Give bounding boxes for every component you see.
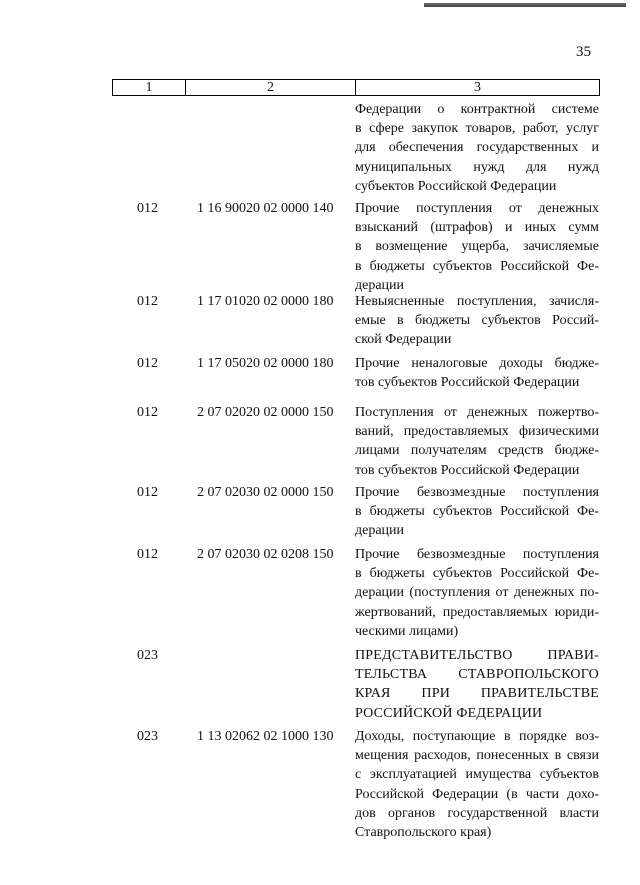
text-line: лицами получателям средств бюдже- <box>355 443 599 459</box>
text-line: дов органов государственной власти <box>355 805 599 821</box>
row-code-budget: 1 17 05020 02 0000 180 <box>197 356 334 371</box>
text-line: ческими лицами) <box>355 623 459 639</box>
text-line: Российской Федерации (в части дохо- <box>355 786 599 802</box>
text-line: КРАЯ ПРИ ПРАВИТЕЛЬСТВЕ <box>355 686 599 702</box>
text-line: ПРЕДСТАВИТЕЛЬСТВО ПРАВИ- <box>355 648 599 663</box>
text-line: Прочие безвозмездные поступления <box>355 485 599 500</box>
row-code-admin: 012 <box>137 485 158 500</box>
text-line: взысканий (штрафов) и иных сумм <box>355 220 599 236</box>
row-description <box>355 292 599 350</box>
row-description <box>355 727 599 842</box>
row-code-budget: 1 16 90020 02 0000 140 <box>197 201 334 216</box>
text-line: в бюджеты субъектов Российской Фе- <box>355 566 599 582</box>
text-line: дерации <box>355 523 405 539</box>
row-description <box>355 199 599 295</box>
text-line: Поступления от денежных пожертво- <box>355 405 599 420</box>
row-code-budget: 2 07 02020 02 0000 150 <box>197 405 334 420</box>
text-line: в бюджеты субъектов Российской Фе- <box>355 504 599 520</box>
text-line: в сфере закупок товаров, работ, услуг <box>355 121 599 137</box>
text-line: муниципальных нужд для нужд <box>355 159 599 175</box>
text-line: ваний, предоставляемых физическими <box>355 424 599 440</box>
row-code-admin: 023 <box>137 729 158 744</box>
row-code-budget: 1 13 02062 02 1000 130 <box>197 729 334 744</box>
text-line: в бюджеты субъектов Российской Фе- <box>355 258 599 274</box>
row-description <box>355 354 599 392</box>
row-code-admin: 012 <box>137 547 158 562</box>
page-number: 35 <box>576 44 591 60</box>
text-line: Прочие поступления от денежных <box>355 201 599 216</box>
text-line: Ставропольского края) <box>355 825 492 841</box>
scan-edge-mark <box>424 3 626 7</box>
row-description <box>355 545 599 641</box>
text-line: для обеспечения государственных и <box>355 140 599 156</box>
text-line: тов субъектов Российской Федерации <box>355 462 580 478</box>
row-code-admin: 012 <box>137 201 158 216</box>
table-header <box>112 79 600 96</box>
text-line: с эксплуатацией имущества субъектов <box>355 767 599 783</box>
text-line: емые в бюджеты субъектов Россий- <box>355 313 599 329</box>
row-description <box>355 403 599 480</box>
text-line: РОССИЙСКОЙ ФЕДЕРАЦИИ <box>355 705 543 721</box>
text-line: Доходы, поступающие в порядке воз- <box>355 729 599 744</box>
row-code-admin: 023 <box>137 648 158 663</box>
text-line: дерации (поступления от денежных по- <box>355 585 599 601</box>
row-code-admin: 012 <box>137 294 158 309</box>
text-line: Прочие неналоговые доходы бюдже- <box>355 356 599 371</box>
header-col-1: 1 <box>113 80 186 95</box>
row-code-budget: 2 07 02030 02 0208 150 <box>197 547 334 562</box>
header-col-3: 3 <box>474 80 481 95</box>
text-line: дерации <box>355 277 405 293</box>
row-code-admin: 012 <box>137 356 158 371</box>
text-line: субъектов Российской Федерации <box>355 178 557 194</box>
row-code-budget: 2 07 02030 02 0000 150 <box>197 485 334 500</box>
text-line: жертвований, предоставляемых юриди- <box>355 604 599 620</box>
text-line: Федерации о контрактной системе <box>355 102 599 117</box>
text-line: ТЕЛЬСТВА СТАВРОПОЛЬСКОГО <box>355 667 599 683</box>
continuation-text <box>355 100 599 196</box>
text-line: в возмещение ущерба, зачисляемые <box>355 239 599 255</box>
row-description <box>355 483 599 541</box>
row-code-budget: 1 17 01020 02 0000 180 <box>197 294 334 309</box>
text-line: ской Федерации <box>355 332 452 348</box>
section-heading <box>355 646 599 723</box>
text-line: Прочие безвозмездные поступления <box>355 547 599 562</box>
text-line: тов субъектов Российской Федерации <box>355 375 580 391</box>
text-line: Невыясненные поступления, зачисля- <box>355 294 599 309</box>
text-line: мещения расходов, понесенных в связи <box>355 748 599 764</box>
row-code-admin: 012 <box>137 405 158 420</box>
header-col-2: 2 <box>186 80 356 95</box>
